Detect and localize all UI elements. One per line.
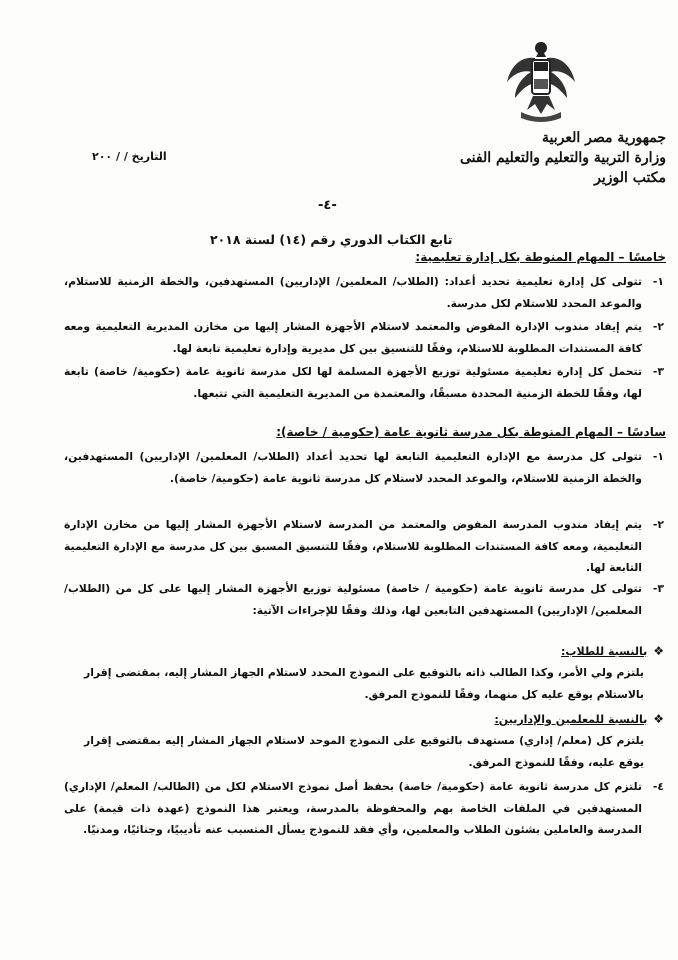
students-label: بالنسبة للطلاب: xyxy=(561,645,648,658)
ministry-header xyxy=(446,128,666,188)
page-number: -٤- xyxy=(318,198,337,213)
date-field: التاريخ / / ٢٠٠ xyxy=(92,150,167,163)
item-text: تلتزم كل مدرسة ثانوية عامة (حكومية/ خاصة) بحفظ أصل نموذج الاستلام لكل من (الطالب/ المعلم/ الإداري) المستهدفين في الملفات الخاصة بهم والمحفوظة بالمدرسة، ويعتبر هذا النموذج (عهدة ذات قيمة) على المدرسة والعاملين بشئون الطلاب والمعلمين، وأي فقد للنموذج يسأل المتسبب عنه تأديبيًا، وجنائيًا، ومدنيًا. xyxy=(64,780,642,836)
staff-subheading xyxy=(494,712,664,726)
section-6-item-3 xyxy=(64,578,664,621)
ministry-line-office: مكتب الوزير xyxy=(594,170,666,186)
eagle-emblem-icon xyxy=(505,38,577,124)
section-5-item-3 xyxy=(64,361,664,404)
section-6-item-1 xyxy=(64,446,664,489)
students-subheading xyxy=(561,644,664,658)
item-number: ٢- xyxy=(652,320,664,333)
ministry-line-ministry: وزارة التربية والتعليم والتعليم الفنى xyxy=(459,150,666,166)
item-text: يتم إيفاد مندوب الإدارة المفوض والمعتمد لاستلام الأجهزة المشار إليها من مخازن المديرية التعليمية ومعه كافة المستندات المطلوبة للاستلام، وفقًا للتنسيق بين كل مديرية وإدارة تعليمية تابعة لها. xyxy=(64,320,642,355)
diamond-bullet-icon: ❖ xyxy=(653,644,664,658)
item-text: تتولى كل مدرسة ثانوية عامة (حكومية / خاصة) مسئولية توزيع الأجهزة المشار إليها على كل من (الطلاب/ المعلمين/ الإداريين) المستهدفين التابعين لها، وذلك وفقًا للإجراءات الآتية: xyxy=(64,582,642,617)
students-text: يلتزم ولي الأمر، وكذا الطالب ذاته بالتوقيع على النموذج المحدد لاستلام الجهاز المشار إليه، بمقتضى إقرار بالاستلام يوقع عليه كل منهما، وفقًا للنموذج المرفق. xyxy=(84,666,644,701)
staff-label: بالنسبة للمعلمين والإداريين: xyxy=(494,713,648,726)
item-number: ٤- xyxy=(652,780,664,793)
item-number: ٢- xyxy=(652,518,664,531)
item-number: ١- xyxy=(652,275,664,288)
item-number: ٣- xyxy=(652,365,664,378)
item-text: تتولى كل مدرسة مع الإدارة التعليمية التابعة لها تحديد أعداد (الطلاب/ المعلمين/ الإداريين) المستهدفين، والخطة الزمنية للاستلام، والموعد المحدد لاستلام كل مدرسة ثانوية عامة (حكومية/ خاصة). xyxy=(64,450,642,485)
section-5-item-1 xyxy=(64,271,664,314)
diamond-bullet-icon: ❖ xyxy=(653,712,664,726)
item-text: تتولى كل إدارة تعليمية تحديد أعداد: (الطلاب/ المعلمين/ الإداريين) المستهدفين، والخطة الزمنية للاستلام، والموعد المحدد للاستلام لكل مدرسة. xyxy=(64,275,642,310)
ministry-line-country: جمهورية مصر العربية xyxy=(542,130,666,146)
section-6-item-4 xyxy=(64,776,664,841)
section-5-heading: خامسًا – المهام المنوطة بكل إدارة تعليمية: xyxy=(415,250,666,264)
document-subtitle: تابع الكتاب الدوري رقم (١٤) لسنة ٢٠١٨ xyxy=(210,232,453,247)
section-5-item-2 xyxy=(64,316,664,359)
section-6-heading: سادسًا – المهام المنوطة بكل مدرسة ثانوية عامة (حكومية / خاصة): xyxy=(276,425,666,439)
staff-text: يلتزم كل (معلم/ إداري) مستهدف بالتوقيع على النموذج الموحد لاستلام الجهاز المشار إليه بمقتضى إقرار يوقع عليه، وفقًا للنموذج المرفق. xyxy=(84,734,644,769)
item-number: ١- xyxy=(652,450,664,463)
item-text: يتم إيفاد مندوب المدرسة المفوض والمعتمد من المدرسة لاستلام الأجهزة المشار إليها من مخازن الإدارة التعليمية، ومعه كافة المستندات المطلوبة للاستلام، وفقًا للتنسيق المسبق بين كل مدرسة مع الإدارة التعليمية التابعة لها. xyxy=(64,518,642,574)
item-number: ٣- xyxy=(652,582,664,595)
section-6-item-2 xyxy=(64,514,664,579)
item-text: تتحمل كل إدارة تعليمية مسئولية توزيع الأجهزة المسلمة لها لكل مدرسة ثانوية عامة (حكومية/ خاصة) تابعة لها، وفقًا للخطة الزمنية المحددة مسبقًا، والمعتمدة من المديرية التعليمية التي تتبعها. xyxy=(64,365,642,400)
